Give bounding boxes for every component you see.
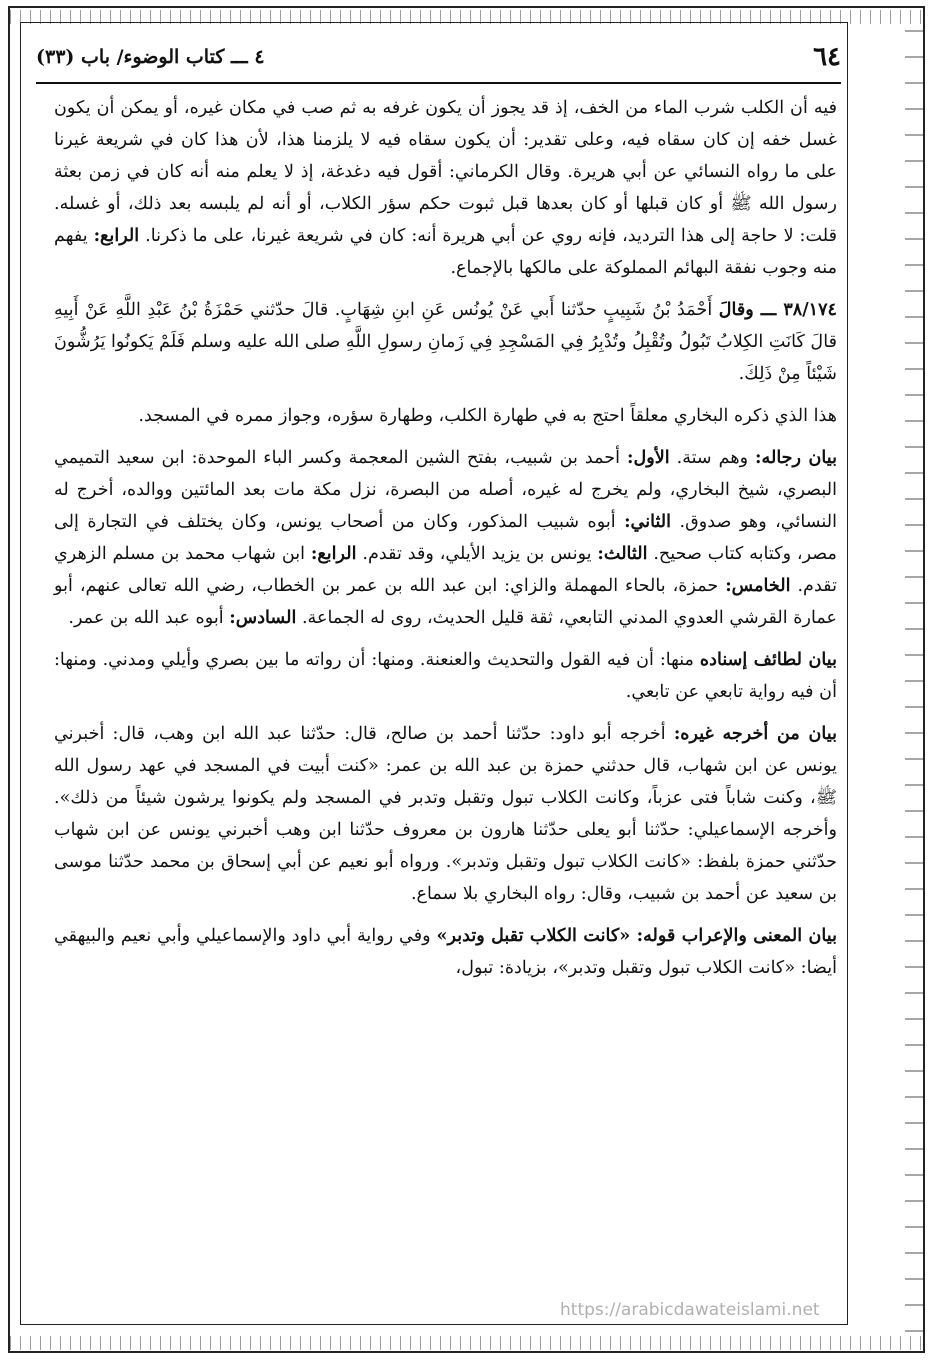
rijal-text: وهم ستة. bbox=[669, 448, 756, 468]
rijal-heading: بيان رجاله: bbox=[755, 447, 838, 468]
intro-text: فيه أن الكلب شرب الماء من الخف، إذ قد يجوز أن يكون غرفه به ثم صب في مكان غيره، أو يمكن أن يكون غسل خفه إن كان سقاه فيه، وعلى تقدير: أن يكون سقاه فيه لا يلزمنا هذا، لأن هذا كان في شريعة غيرنا على ما رواه النسائي عن أبي هريرة. وقال الكرماني: أقول فيه دغدغة، إذ لا يعلم منه أنه كان في زمن بعثة رسول الله ﷺ أو كان قبلها أو كان بعدها قبل ثبوت حكم سؤر الكلاب، أو أنه لم يلبسه بعد ذلك، أو غسله. قلت: لا حاجة إلى هذا الترديد، فإنه روي عن أبي هريرة أنه: كان في شريعة غيرنا، على ما ذكرنا. bbox=[54, 98, 837, 246]
maana-text: وفي رواية أبي داود والإسماعيلي وأبي نعيم والبيهقي أيضا: «كانت الكلاب تبول وتقبل وتدبر»، بزيادة: تبول، bbox=[54, 926, 837, 978]
intro-text-end: يفهم منه وجوب نفقة البهائم المملوكة على مالكها بالإجماع. bbox=[54, 226, 837, 278]
page-number: ٦٤ bbox=[813, 42, 841, 72]
running-title: ٤ ـــ كتاب الوضوء/ باب (٣٣) bbox=[36, 46, 265, 68]
section-lataif bbox=[54, 644, 837, 708]
page-body bbox=[54, 92, 837, 994]
hadith-text: أَحْمَدُ بْنُ شَبِيبٍ حدّثنا أَبي عَنْ يُونُس عَنِ ابنِ شِهَابٍ. قالَ حدّثني حَمْزَةُ بْنُ عَبْدِ اللَّهِ عَنْ أَبِيهِ قالَ كَانَتِ الكِلابُ تَبُولُ وتُقْبِلُ وتُدْبِرُ فِي المَسْجِدِ فِي زَمانِ رسولِ اللَّهِ صلى الله عليه وسلم فَلَمْ يَكونُوا يَرُشُّونَ شَيْئاً مِنْ ذَلِكَ. bbox=[54, 300, 837, 384]
rijal-text: أبوه شبيب المذكور، وكان من أصحاب يونس، وكان يختلف في التجارة إلى مصر، وكتابه كتاب صحيح. bbox=[54, 512, 837, 564]
lataif-heading: بيان لطائف إسناده bbox=[699, 649, 837, 670]
rijal-label-fifth: الخامس: bbox=[725, 575, 791, 596]
rijal-label-second: الثاني: bbox=[624, 511, 672, 532]
akhraja-heading: بيان من أخرجه غيره: bbox=[673, 723, 838, 744]
rijal-label-first: الأول: bbox=[626, 447, 670, 468]
rijal-label-third: الثالث: bbox=[597, 543, 648, 564]
rijal-label-sixth: السادس: bbox=[229, 607, 297, 628]
rijal-label-fourth: الرابع: bbox=[310, 543, 357, 564]
rijal-text: أحمد بن شبيب، بفتح الشين المعجمة وكسر الباء الموحدة: ابن سعيد التميمي البصري، شيخ البخاري، ولم يخرج له غيره، أصله من البصرة، نزل مكة مات بعد المائتين ووالده، أخرج له النسائي، وهو صدوق. bbox=[54, 448, 837, 532]
lataif-text: منها: أن فيه القول والتحديث والعنعنة. ومنها: أن رواته ما بين بصري وأيلي ومدني. ومنها: أن فيه رواية تابعي عن تابعي. bbox=[54, 650, 837, 702]
section-rijal bbox=[54, 442, 837, 634]
bukhari-note-text: هذا الذي ذكره البخاري معلقاً احتج به في طهارة الكلب، وطهارة سؤره، وجواز ممره في المسجد. bbox=[138, 406, 837, 426]
section-akhraja bbox=[54, 718, 837, 910]
rijal-text: يونس بن يزيد الأيلي، وقد تقدم. bbox=[356, 544, 598, 564]
paragraph-intro bbox=[54, 92, 837, 284]
rijal-text: أبوه عبد الله بن عمر. bbox=[68, 608, 230, 628]
section-maana bbox=[54, 920, 837, 984]
rijal-text: حمزة، بالحاء المهملة والزاي: ابن عبد الله بن عمر بن الخطاب، رضي الله تعالى عنهم، أبو عمارة القرشي العدوي المدني التابعي، ثقة قليل الحديث، روى له الجماعة. bbox=[54, 576, 837, 628]
watermark-url: https://arabicdawateislami.net bbox=[560, 1300, 820, 1320]
paragraph-bukhari-note bbox=[54, 400, 837, 432]
hadith-number: ٣٨/١٧٤ ـــ وقالَ bbox=[718, 299, 837, 320]
rijal-text: ابن شهاب محمد بن مسلم الزهري تقدم. bbox=[54, 544, 837, 596]
page-header bbox=[36, 32, 841, 84]
label-fourth: الرابع: bbox=[93, 225, 140, 246]
akhraja-text: أخرجه أبو داود: حدّثنا أحمد بن صالح، قال: حدّثنا عبد الله ابن وهب، قال: أخبرني يونس عن ابن شهاب، قال حدثني حمزة بن عبد الله بن عمر: «كنت أبيت في المسجد في عهد رسول الله ﷺ، وكنت شاباً فتى عزباً، وكانت الكلاب تبول وتقبل وتدبر في المسجد ولم يكونوا يرشون شيئاً من ذلك». وأخرجه الإسماعيلي: حدّثنا أبو يعلى حدّثنا هارون بن معروف حدّثنا ابن وهب أخبرني يونس عن ابن شهاب حدّثني حمزة بلفظ: «كانت الكلاب تبول وتقبل وتدبر». ورواه أبو نعيم عن أبي إسحاق بن محمد حدّثنا موسى بن سعيد عن أحمد بن شبيب، وقال: رواه البخاري بلا سماع. bbox=[54, 724, 837, 904]
maana-heading: بيان المعنى والإعراب قوله: «كانت الكلاب تقبل وتدبر» bbox=[436, 925, 837, 946]
hadith-paragraph bbox=[54, 294, 837, 390]
